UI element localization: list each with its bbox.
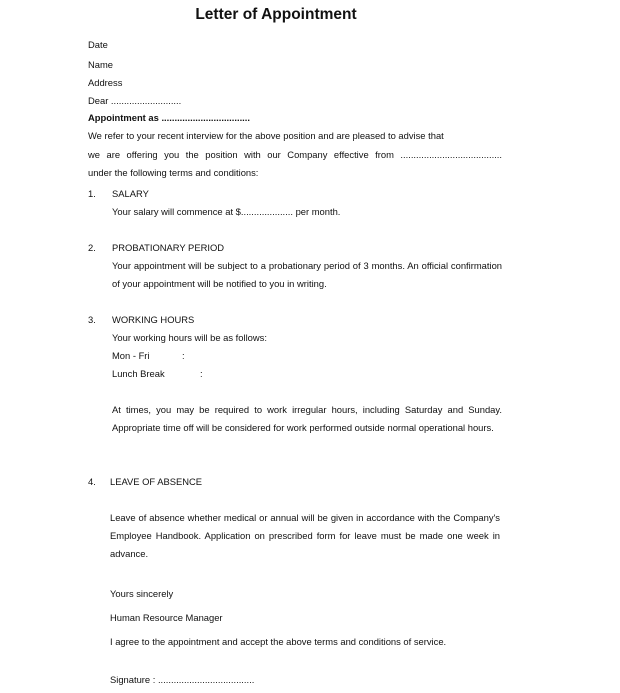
mon-fri-colon: :	[182, 350, 185, 361]
lunch-break-colon: :	[200, 368, 203, 379]
section-3-body: At times, you may be required to work irregular hours, including Saturday and Sunday. Appropriate time off will be considered for work performed outside normal operational hours.	[112, 404, 502, 433]
mon-fri-label: Mon - Fri	[112, 350, 150, 361]
closing-yours-sincerely: Yours sincerely	[110, 588, 174, 599]
section-2-heading: PROBATIONARY PERIOD	[112, 242, 225, 253]
appointment-as: Appointment as ..................................	[88, 112, 250, 123]
signature-line: Signature : .....................................	[110, 674, 255, 685]
section-1-heading: SALARY	[112, 188, 149, 199]
page-title: Letter of Appointment	[195, 6, 357, 23]
address-field: Address	[88, 77, 123, 88]
section-3-intro: Your working hours will be as follows:	[112, 332, 267, 343]
section-4-body: Leave of absence whether medical or annual will be given in accordance with the Company's Employee Handbook. Application on prescribed form for leave must be made one week in advance.	[110, 512, 500, 559]
date-field: Date	[88, 39, 108, 50]
closing-signer: Human Resource Manager	[110, 612, 223, 623]
section-1-body: Your salary will commence at $.................... per month.	[112, 206, 341, 217]
intro-line-3: under the following terms and conditions:	[88, 167, 259, 178]
section-3-heading: WORKING HOURS	[112, 314, 195, 325]
section-2-body: Your appointment will be subject to a probationary period of 3 months. An official confirmation of your appointment will be notified to you in writing.	[112, 260, 502, 289]
dear-field: Dear ...........................	[88, 95, 182, 106]
lunch-break-label: Lunch Break	[112, 368, 165, 379]
agreement-statement: I agree to the appointment and accept the above terms and conditions of service.	[110, 636, 447, 647]
section-1-number: 1.	[88, 188, 96, 199]
intro-line-2: we are offering you the position with our Company effective from .......................................	[88, 149, 502, 160]
name-field: Name	[88, 59, 114, 70]
section-4-number: 4.	[88, 476, 96, 487]
section-2-number: 2.	[88, 242, 96, 253]
section-4-heading: LEAVE OF ABSENCE	[110, 476, 203, 487]
intro-line-1: We refer to your recent interview for the above position and are pleased to advise that	[88, 130, 444, 141]
section-3-number: 3.	[88, 314, 96, 325]
